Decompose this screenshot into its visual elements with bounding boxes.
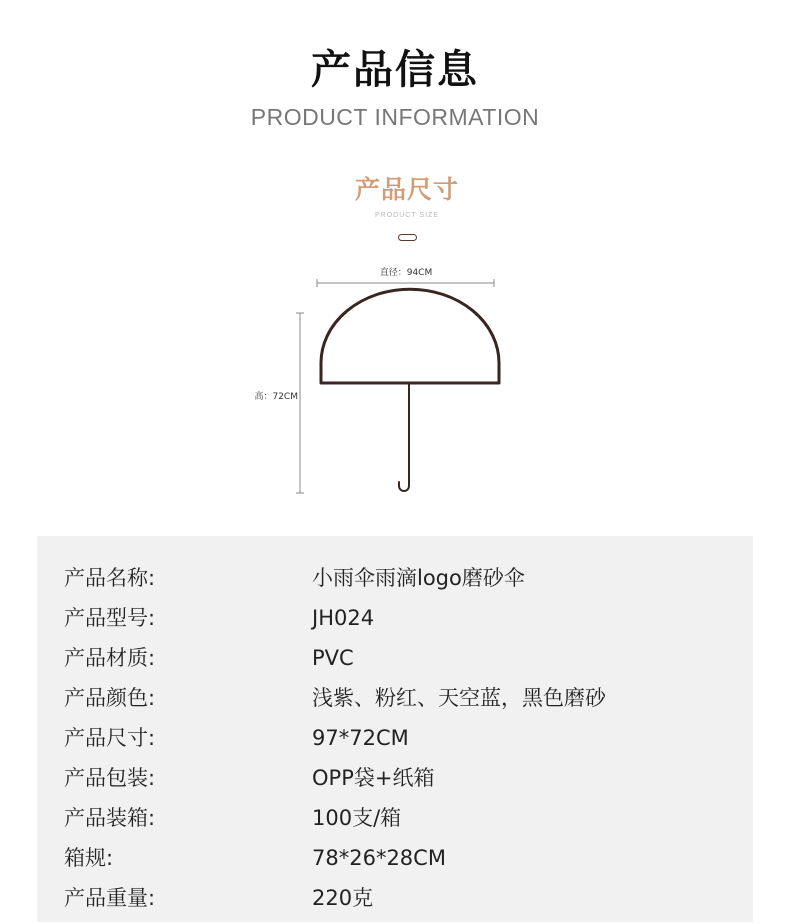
- info-label: 产品型号:: [64, 606, 156, 630]
- info-label: 产品颜色:: [64, 686, 156, 710]
- info-value: 97*72CM: [312, 726, 409, 750]
- info-label: 产品装箱:: [64, 806, 156, 830]
- info-value: 220克: [312, 886, 374, 910]
- product-info-panel: [37, 536, 753, 922]
- height-dimension-line: [296, 313, 304, 493]
- umbrella-canopy-icon: [321, 289, 499, 383]
- info-label: 产品尺寸:: [64, 726, 156, 750]
- height-label: 高：72CM: [254, 392, 298, 402]
- info-value: 78*26*28CM: [312, 846, 446, 870]
- info-row-material: [37, 644, 753, 684]
- info-value: 100支/箱: [312, 806, 402, 830]
- info-value: 小雨伞雨滴logo磨砂伞: [312, 566, 525, 590]
- info-row-model: [37, 604, 753, 644]
- diameter-label: 直径：94CM: [379, 268, 433, 278]
- info-row-name: [37, 564, 753, 604]
- info-label: 产品名称:: [64, 566, 156, 590]
- info-value: 浅紫、粉红、天空蓝，黑色磨砂: [312, 686, 606, 710]
- info-row-weight: [37, 884, 753, 924]
- page-subtitle: PRODUCT INFORMATION: [250, 104, 540, 130]
- info-row-carton-qty: [37, 804, 753, 844]
- info-row-color: [37, 684, 753, 724]
- info-row-carton-size: [37, 844, 753, 884]
- umbrella-handle-icon: [399, 475, 409, 491]
- info-value: OPP袋+纸箱: [312, 766, 435, 790]
- info-label: 产品材质:: [64, 646, 156, 670]
- info-label: 箱规:: [64, 846, 114, 870]
- diameter-dimension-line: [317, 279, 494, 287]
- info-label: 产品重量:: [64, 886, 156, 910]
- info-label: 产品包装:: [64, 766, 156, 790]
- section-divider-pill: [398, 234, 417, 241]
- info-row-size: [37, 724, 753, 764]
- size-section-subtitle: PRODUCT SIZE: [375, 212, 439, 219]
- umbrella-size-diagram: [292, 275, 512, 500]
- info-value: JH024: [312, 606, 375, 630]
- size-section-title: 产品尺寸: [354, 175, 459, 204]
- info-value: PVC: [312, 646, 354, 670]
- page-title: 产品信息: [311, 47, 479, 93]
- info-row-packaging: [37, 764, 753, 804]
